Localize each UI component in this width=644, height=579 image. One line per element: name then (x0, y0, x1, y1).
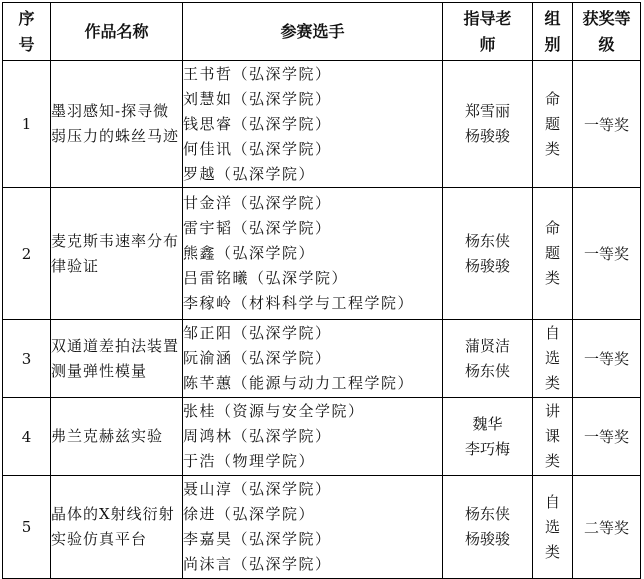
participant: 雷宇韬（弘深学院） (183, 219, 332, 237)
header-group-line: 别 (544, 34, 561, 54)
award-level: 一等奖 (573, 61, 641, 188)
work-title: 弗兰克赫兹实验 (51, 398, 183, 476)
award-level: 二等奖 (573, 476, 641, 579)
participant: 张桂（资源与安全学院） (183, 402, 365, 420)
advisor: 李巧梅 (464, 439, 510, 458)
participant: 钱思睿（弘深学院） (183, 114, 332, 133)
header-advisors-line: 师 (479, 34, 496, 54)
advisors-cell (443, 398, 533, 476)
advisor: 杨东侠 (464, 361, 510, 380)
participant: 刘慧如（弘深学院） (183, 89, 332, 108)
participant: 徐进（弘深学院） (183, 505, 316, 523)
award-level: 一等奖 (573, 320, 641, 398)
advisors-cell (443, 61, 533, 188)
row-index: 1 (3, 61, 51, 188)
award-level: 一等奖 (573, 188, 641, 320)
group-cell (533, 476, 573, 579)
participants-cell (183, 188, 443, 320)
group-char: 类 (544, 542, 560, 561)
table-row (3, 188, 641, 320)
row-index: 3 (3, 320, 51, 398)
participants-cell (183, 61, 443, 188)
participant: 王书哲（弘深学院） (183, 64, 332, 83)
row-index: 2 (3, 188, 51, 320)
group-char: 类 (544, 452, 560, 470)
group-cell (533, 61, 573, 188)
participants-cell (183, 320, 443, 398)
table-row (3, 476, 641, 579)
header-award (573, 3, 641, 61)
participant: 于浩（物理学院） (183, 452, 316, 470)
group-char: 类 (544, 139, 560, 158)
header-index-line: 序 (18, 8, 35, 28)
advisor: 杨骏骏 (464, 256, 510, 275)
header-participants: 参赛选手 (183, 3, 443, 61)
participant: 何佳讯（弘深学院） (183, 139, 332, 158)
advisor: 蒲贤洁 (464, 336, 510, 355)
work-title: 麦克斯韦速率分布律验证 (51, 188, 183, 320)
group-char: 讲 (544, 402, 560, 420)
group-char: 题 (544, 244, 560, 262)
participant: 尚沫言（弘深学院） (183, 555, 332, 573)
participant: 聂山淳（弘深学院） (183, 480, 332, 498)
header-advisors (443, 3, 533, 61)
row-index: 5 (3, 476, 51, 579)
participant: 阮渝涵（弘深学院） (183, 349, 332, 367)
table-row (3, 61, 641, 188)
work-title: 双通道差拍法装置测量弹性模量 (51, 320, 183, 398)
header-advisors-line: 指导老 (463, 8, 512, 28)
header-row (3, 3, 641, 61)
participant: 熊鑫（弘深学院） (183, 244, 316, 262)
participant: 甘金洋（弘深学院） (183, 194, 332, 212)
group-char: 类 (544, 269, 560, 287)
group-cell (533, 320, 573, 398)
group-char: 选 (544, 517, 560, 536)
group-char: 选 (544, 349, 560, 367)
advisor: 杨东侠 (464, 231, 510, 250)
group-cell (533, 188, 573, 320)
group-cell (533, 398, 573, 476)
participant: 陈芊蕙（能源与动力工程学院） (183, 374, 415, 392)
group-char: 自 (544, 324, 560, 342)
header-award-line: 获奖等 (582, 8, 631, 28)
participant: 李嘉昊（弘深学院） (183, 530, 332, 548)
header-index (3, 3, 51, 61)
group-char: 自 (544, 492, 560, 511)
participant: 吕雷铭曦（弘深学院） (183, 269, 349, 287)
group-char: 课 (544, 427, 560, 445)
advisor: 郑雪丽 (464, 102, 510, 120)
participant: 李稼岭（材料科学与工程学院） (183, 294, 415, 312)
advisor: 魏华 (472, 414, 503, 433)
advisor: 杨骏骏 (464, 530, 510, 548)
awards-table (2, 2, 641, 579)
header-award-line: 级 (598, 34, 615, 54)
header-group (533, 3, 573, 61)
advisors-cell (443, 188, 533, 320)
table-row (3, 398, 641, 476)
advisors-cell (443, 476, 533, 579)
group-char: 命 (544, 89, 560, 108)
participants-cell (183, 476, 443, 579)
participants-cell (183, 398, 443, 476)
table-row (3, 320, 641, 398)
work-title: 晶体的X射线衍射实验仿真平台 (51, 476, 183, 579)
participant: 周鸿林（弘深学院） (183, 427, 332, 445)
row-index: 4 (3, 398, 51, 476)
header-index-line: 号 (18, 34, 35, 54)
group-char: 类 (544, 374, 560, 392)
work-title: 墨羽感知-探寻微弱压力的蛛丝马迹 (51, 61, 183, 188)
advisor: 杨东侠 (464, 505, 510, 523)
header-group-line: 组 (544, 8, 561, 28)
participant: 邹正阳（弘深学院） (183, 324, 332, 342)
advisors-cell (443, 320, 533, 398)
group-char: 命 (544, 219, 560, 237)
participant: 罗越（弘深学院） (183, 164, 316, 183)
award-level: 一等奖 (573, 398, 641, 476)
group-char: 题 (544, 114, 560, 133)
advisor: 杨骏骏 (464, 127, 510, 145)
header-work-name: 作品名称 (51, 3, 183, 61)
